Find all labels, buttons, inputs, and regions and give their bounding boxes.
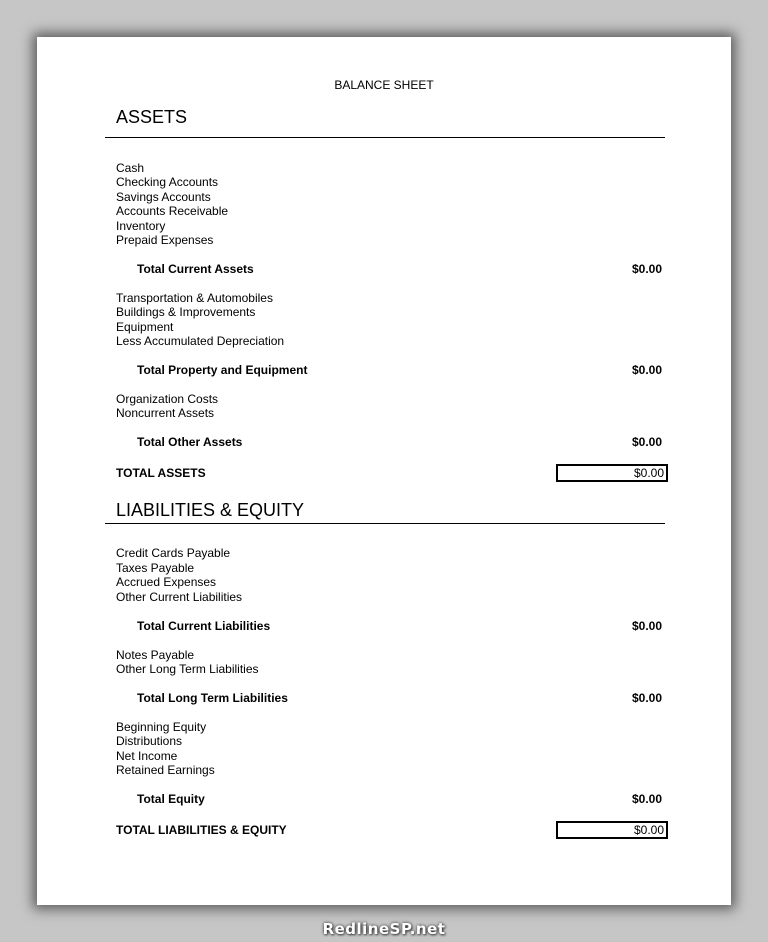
total-long-term-liabilities-label: Total Long Term Liabilities: [137, 691, 288, 705]
liabilities-heading: LIABILITIES & EQUITY: [116, 500, 305, 520]
total-equity-value: $0.00: [631, 792, 662, 806]
equity-line-item: Net Income: [116, 749, 178, 763]
asset-line-item: Checking Accounts: [116, 175, 219, 189]
asset-line-item: Transportation & Automobiles: [116, 291, 273, 305]
total-equity-label: Total Equity: [137, 792, 205, 806]
liability-line-item: Other Current Liabilities: [116, 590, 243, 604]
liability-line-item: Credit Cards Payable: [116, 546, 231, 560]
total-property-value: $0.00: [631, 363, 662, 377]
total-liabilities-equity-value-box: $0.00: [556, 821, 668, 839]
site-watermark: RedlineSP.net: [322, 920, 446, 938]
total-current-assets-label: Total Current Assets: [137, 262, 254, 276]
asset-line-item: Organization Costs: [116, 392, 219, 406]
total-liabilities-equity-label: TOTAL LIABILITIES & EQUITY: [116, 823, 287, 837]
total-current-liabilities-value: $0.00: [631, 619, 662, 633]
asset-line-item: Inventory: [116, 219, 166, 233]
asset-line-item: Equipment: [116, 320, 174, 334]
total-assets-label: TOTAL ASSETS: [116, 466, 206, 480]
asset-line-item: Buildings & Improvements: [116, 305, 256, 319]
assets-divider: [105, 137, 665, 138]
total-other-assets-label: Total Other Assets: [137, 435, 243, 449]
total-long-term-liabilities-value: $0.00: [631, 691, 662, 705]
total-other-assets-value: $0.00: [631, 435, 662, 449]
balance-sheet-page: [37, 37, 731, 905]
asset-line-item: Prepaid Expenses: [116, 233, 214, 247]
total-assets-value-box: $0.00: [556, 464, 668, 482]
document-title: BALANCE SHEET: [334, 78, 434, 92]
asset-line-item: Accounts Receivable: [116, 204, 229, 218]
assets-heading: ASSETS: [116, 107, 188, 127]
liability-line-item: Accrued Expenses: [116, 575, 217, 589]
total-property-label: Total Property and Equipment: [137, 363, 308, 377]
total-current-liabilities-label: Total Current Liabilities: [137, 619, 271, 633]
asset-line-item: Noncurrent Assets: [116, 406, 215, 420]
equity-line-item: Distributions: [116, 734, 183, 748]
equity-line-item: Retained Earnings: [116, 763, 215, 777]
liability-line-item: Notes Payable: [116, 648, 195, 662]
total-current-assets-value: $0.00: [631, 262, 662, 276]
liability-line-item: Taxes Payable: [116, 561, 195, 575]
equity-line-item: Beginning Equity: [116, 720, 207, 734]
asset-line-item: Less Accumulated Depreciation: [116, 334, 285, 348]
liabilities-divider: [105, 523, 665, 524]
liability-line-item: Other Long Term Liabilities: [116, 662, 259, 676]
asset-line-item: Savings Accounts: [116, 190, 211, 204]
asset-line-item: Cash: [116, 161, 145, 175]
